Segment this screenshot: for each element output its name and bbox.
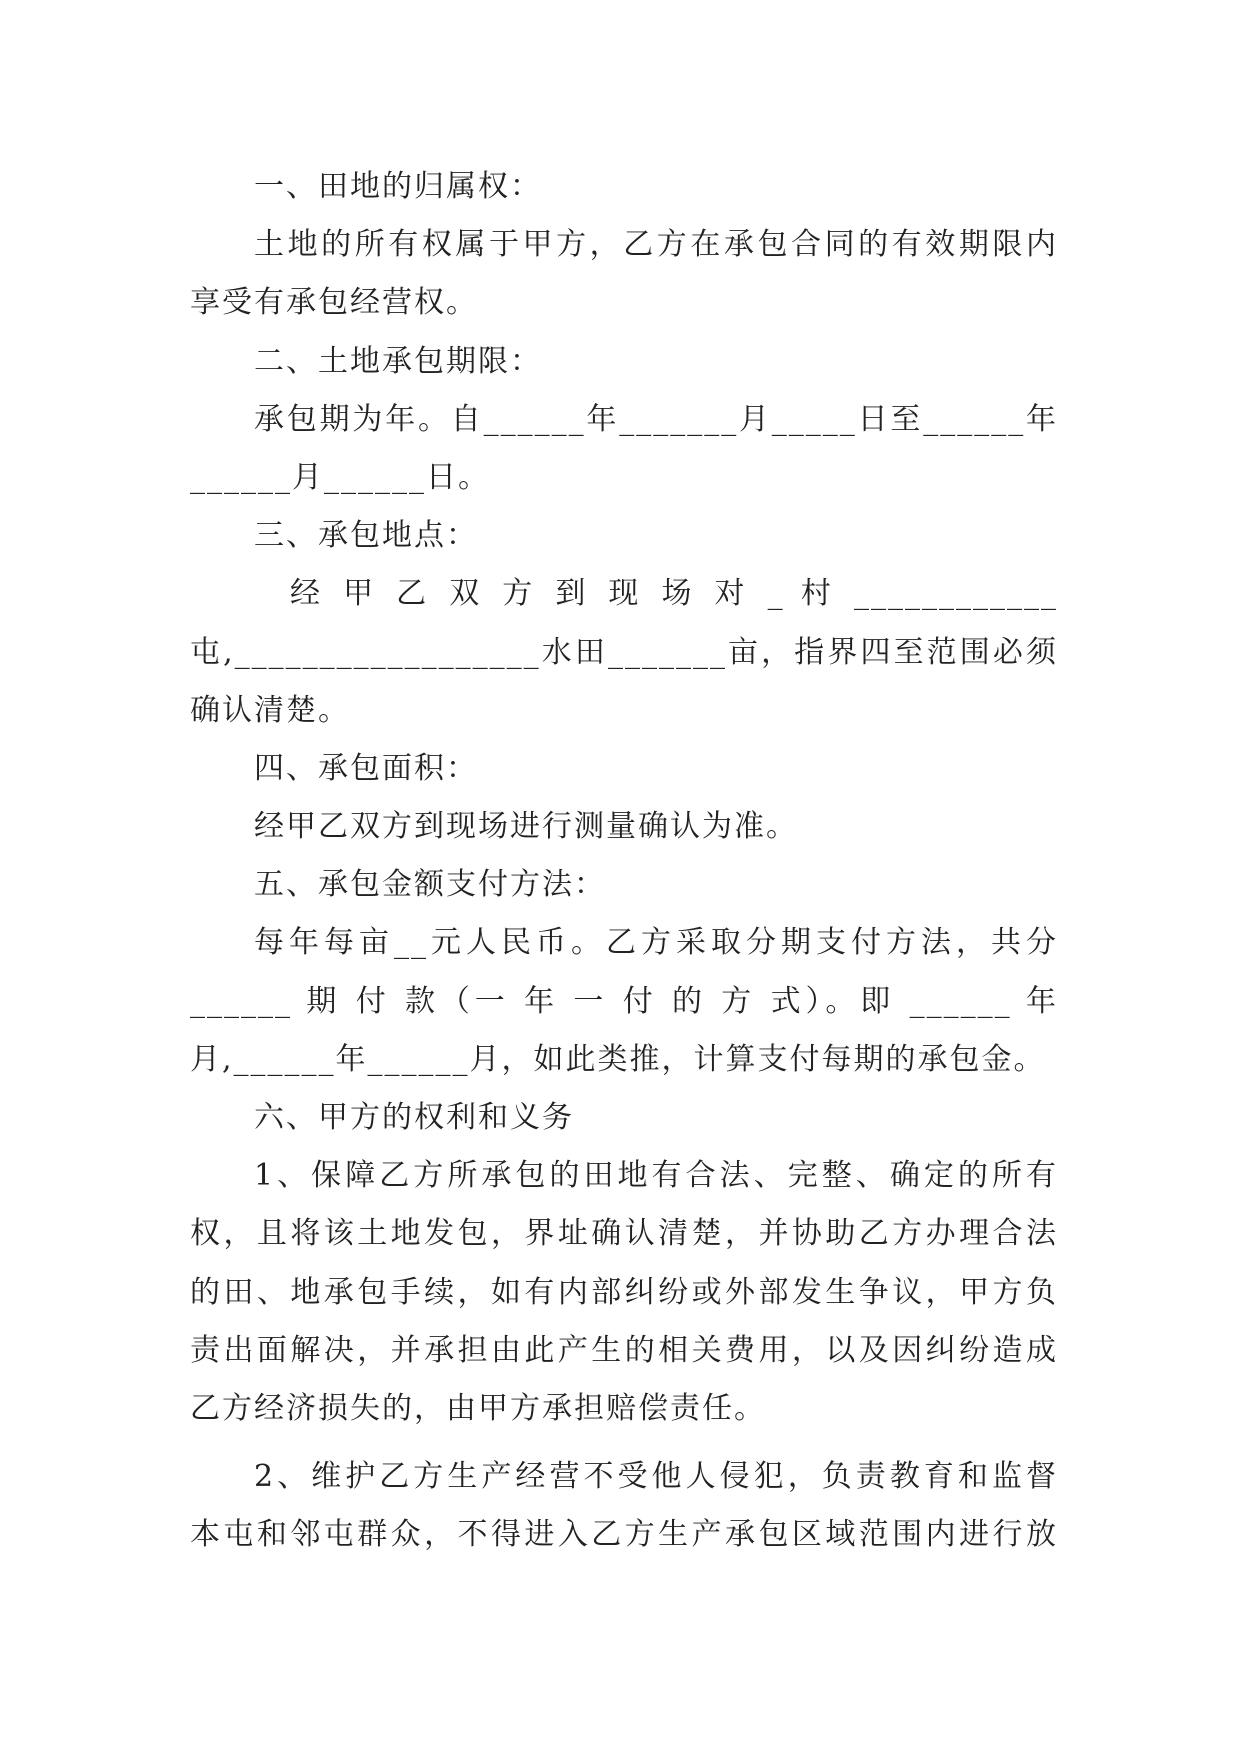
paragraph-line: 1、保障乙方所承包的田地有合法、完整、确定的所有 [254, 1158, 1058, 1194]
paragraph-line: 承包期为年。自______年_______月_____日至______年 [254, 401, 1058, 437]
section-heading-location: 三、承包地点： [254, 518, 478, 554]
section-heading-term: 二、土地承包期限： [254, 343, 542, 379]
section-heading-payment: 五、承包金额支付方法： [254, 867, 606, 903]
paragraph-line: ______ 期 付 款（一 年 一 付 的 方 式）。即 ______ 年 [190, 983, 1058, 1019]
section-heading-area: 四、承包面积： [254, 750, 478, 786]
document-page [190, 158, 1058, 1565]
paragraph-line: 享受有承包经营权。 [190, 285, 478, 321]
paragraph-line: 每年每亩__元人民币。乙方采取分期支付方法，共分 [254, 925, 1058, 961]
paragraph-line: 权，且将该土地发包，界址确认清楚，并协助乙方办理合法 [190, 1216, 1058, 1252]
paragraph-line: 责出面解决，并承担由此产生的相关费用，以及因纠纷造成 [190, 1332, 1058, 1368]
paragraph-line: ______月______日。 [190, 459, 490, 495]
paragraph-line: 2、维护乙方生产经营不受他人侵犯，负责教育和监督 [254, 1459, 1058, 1495]
section-heading-party-a: 六、甲方的权利和义务 [254, 1100, 574, 1135]
paragraph-line: 的田、地承包手续，如有内部纠纷或外部发生争议，甲方负 [190, 1274, 1058, 1310]
paragraph-line: 屯,__________________水田_______亩，指界四至范围必须 [190, 634, 1058, 670]
paragraph-line: 乙方经济损失的，由甲方承担赔偿责任。 [190, 1390, 766, 1426]
paragraph-line: 经 甲 乙 双 方 到 现 场 对 _ 村 ____________ [290, 576, 1058, 612]
paragraph-line: 月,______年______月，如此类推，计算支付每期的承包金。 [190, 1041, 1046, 1077]
paragraph-line: 确认清楚。 [190, 692, 350, 728]
paragraph-line: 本屯和邻屯群众，不得进入乙方生产承包区域范围内进行放 [190, 1517, 1058, 1553]
paragraph-line: 经甲乙双方到现场进行测量确认为准。 [254, 809, 798, 845]
paragraph-line: 土地的所有权属于甲方，乙方在承包合同的有效期限内 [254, 227, 1058, 263]
section-heading-ownership: 一、田地的归属权： [254, 169, 542, 204]
